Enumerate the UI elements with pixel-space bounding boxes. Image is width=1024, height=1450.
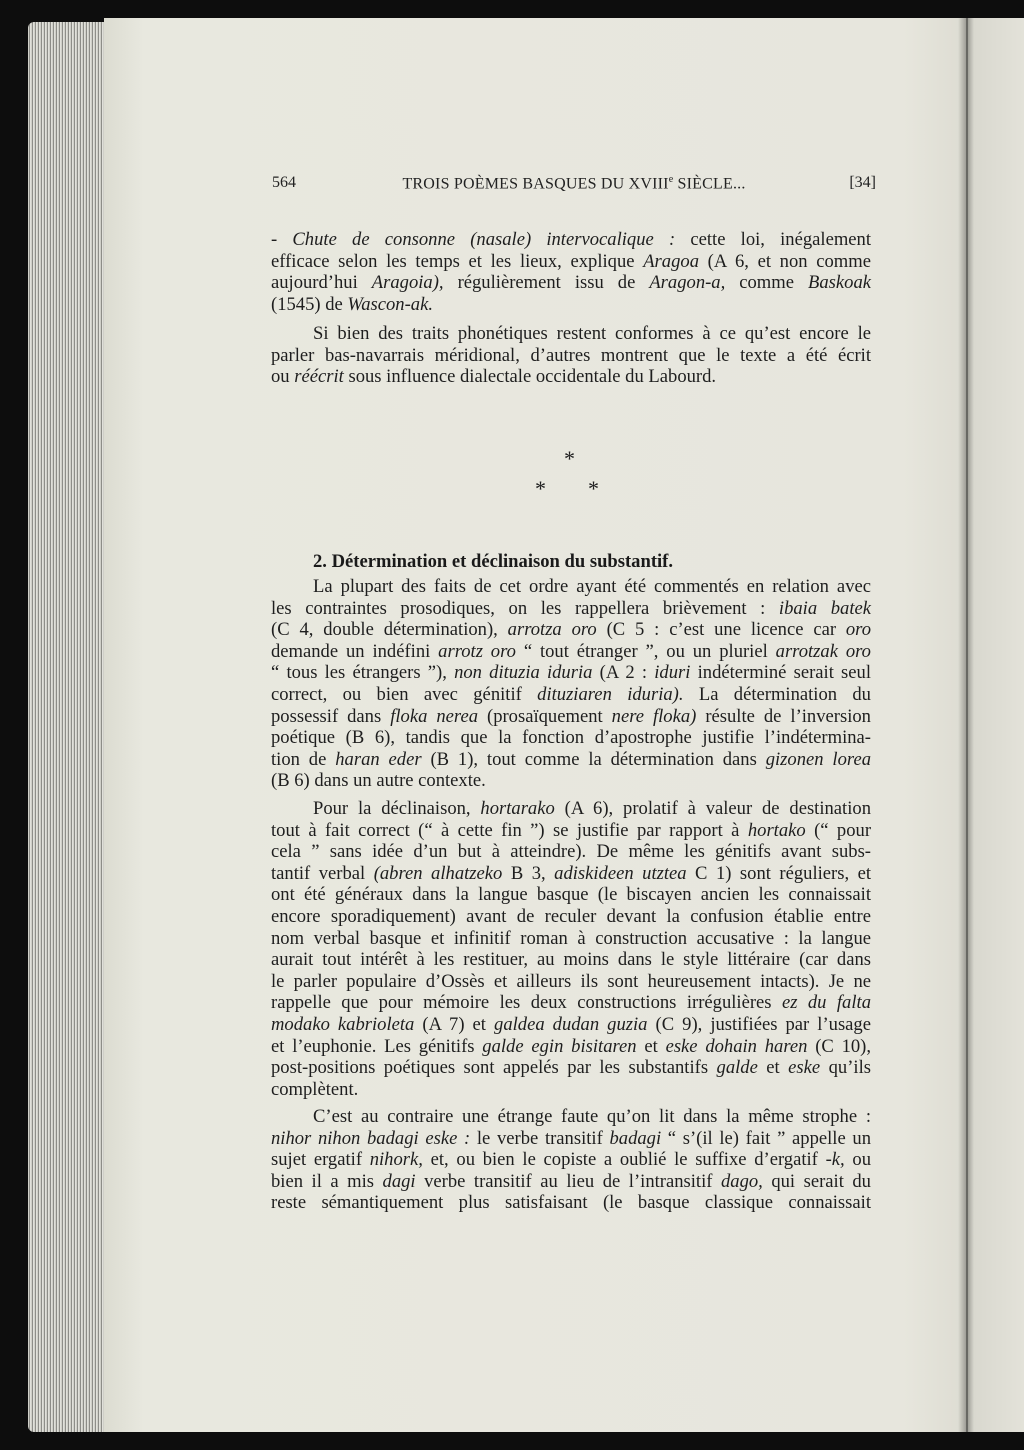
- text-line: [271, 906, 871, 928]
- italic-term: hortako: [747, 819, 806, 841]
- italic-term: badagi: [609, 1127, 662, 1149]
- text-run: demande un indéfini: [271, 640, 439, 662]
- page-edges: [28, 22, 108, 1432]
- text-line: [271, 884, 871, 906]
- italic-term: nihor nihon badagi eske :: [271, 1127, 471, 1149]
- text-line: [271, 345, 871, 367]
- text-run: (1545) de: [271, 293, 348, 315]
- text-run: “ tout étranger ”, ou un pluriel: [515, 640, 776, 662]
- italic-term: dago,: [720, 1170, 763, 1192]
- text-line: [271, 863, 871, 885]
- text-line: [271, 684, 871, 706]
- section-heading: 2. Détermination et déclinaison du substantif.: [313, 551, 674, 572]
- text-run: le parler populaire d’Ossès et ailleurs ils sont heureusement intacts). Je ne: [271, 970, 871, 992]
- text-run: (C 5 : c’est une licence car: [596, 619, 846, 641]
- text-line: [271, 619, 871, 641]
- text-run: sous influence dialectale occidentale du Labourd.: [343, 366, 717, 388]
- text-run: ou: [844, 1149, 871, 1171]
- text-run: verbe transitif au lieu de l’intransitif: [415, 1170, 721, 1192]
- text-run: (A 6), prolatif à valeur de destination: [554, 798, 871, 819]
- text-run: C 1) sont réguliers, et: [686, 862, 872, 884]
- paragraph: [271, 798, 871, 1100]
- italic-term: iduri: [654, 662, 691, 684]
- text-run: qui serait du: [762, 1170, 871, 1192]
- text-run: “ s’(il le) fait ” appelle un: [661, 1127, 871, 1149]
- text-run: reste sémantiquement plus satisfaisant (le basque classique connaissait: [271, 1192, 871, 1214]
- text-run: rappelle que pour mémoire les deux constructions irrégulières: [271, 992, 782, 1014]
- text-run: (A 7) et: [414, 1013, 495, 1035]
- text-line: [271, 928, 871, 950]
- italic-term: Baskoak: [808, 272, 871, 294]
- text-run: (“ pour: [805, 819, 872, 841]
- italic-term: non dituzia iduria: [454, 662, 593, 684]
- text-run: ont été généraux dans la langue basque (le biscayen ancien les connaissait: [271, 884, 871, 906]
- text-line: [271, 841, 871, 863]
- italic-term: Wascon-ak.: [347, 293, 433, 315]
- text-run: Si bien des traits phonétiques restent conformes à ce qu’est encore le: [313, 323, 871, 344]
- italic-term: nere floka): [611, 705, 697, 727]
- italic-term: galde: [716, 1057, 758, 1079]
- italic-term: Aragon-a,: [649, 272, 726, 294]
- text-run: bien il a mis: [271, 1170, 383, 1192]
- text-run: et l’euphonie. Les génitifs: [271, 1035, 483, 1057]
- paragraph: [271, 1106, 871, 1214]
- text-line: [271, 251, 871, 273]
- text-run: (prosaïquement: [478, 705, 612, 727]
- text-line: [271, 1106, 871, 1128]
- separator-star: *: [564, 446, 575, 471]
- text-run: le verbe transitif: [470, 1127, 610, 1149]
- text-run: cette loi, inégalement: [675, 229, 872, 250]
- text-run: (B 1), tout comme la détermination dans: [421, 748, 766, 770]
- text-run: et: [636, 1035, 666, 1057]
- text-run: post-positions poétiques sont appelés par les substantifs: [271, 1057, 717, 1079]
- italic-term: dagi: [382, 1170, 416, 1192]
- text-run: cela ” sans idée d’un but à atteindre). De même les génitifs avant subs-: [271, 841, 871, 863]
- text-line: [271, 323, 871, 345]
- text-line: [271, 272, 871, 294]
- italic-term: nihork,: [369, 1149, 423, 1171]
- text-run: (C 4, double détermination),: [271, 619, 508, 641]
- text-run: efficace selon les temps et les lieux, explique: [271, 250, 644, 272]
- text-run: parler bas-navarrais méridional, d’autres montrent que le texte a été écrit: [271, 344, 871, 366]
- text-run: comme: [725, 272, 808, 294]
- text-line: [271, 576, 871, 598]
- text-run: tantif verbal: [271, 862, 374, 884]
- italic-term: eske: [788, 1057, 821, 1079]
- italic-term: ibaia batek: [778, 597, 871, 619]
- text-line: [271, 971, 871, 993]
- italic-term: galde egin bisitaren: [482, 1035, 637, 1057]
- italic-term: hortarako: [480, 798, 555, 819]
- italic-term: modako kabrioleta: [271, 1013, 415, 1035]
- text-run: poétique (B 6), tandis que la fonction d’apostrophe justifie l’indétermina-: [271, 727, 871, 749]
- italic-term: eske dohain haren: [665, 1035, 808, 1057]
- text-line: [271, 706, 871, 728]
- italic-term: (abren alhatzeko: [373, 862, 503, 884]
- italic-term: Aragoia),: [371, 272, 444, 294]
- text-line: [271, 1057, 871, 1079]
- separator-star: *: [588, 476, 599, 501]
- text-line: [271, 1192, 871, 1214]
- italic-term: Aragoa: [643, 250, 699, 272]
- italic-term: adiskideen utztea: [554, 862, 687, 884]
- text-line: [271, 820, 871, 842]
- text-run: (C 9), justifiées par l’usage: [647, 1013, 871, 1035]
- italic-term: gizonen lorea: [765, 748, 871, 770]
- text-run: C’est au contraire une étrange faute qu’on lit dans la même strophe :: [313, 1106, 871, 1127]
- text-run: La plupart des faits de cet ordre ayant été commentés en relation avec: [313, 576, 871, 597]
- italic-term: arrotzak oro: [775, 640, 871, 662]
- text-run: qu’ils: [820, 1057, 871, 1079]
- text-line: [271, 770, 871, 792]
- text-run: (C 10),: [807, 1035, 872, 1057]
- text-line: [271, 1128, 871, 1150]
- italic-term: floka nerea: [390, 705, 479, 727]
- text-run: aurait tout intérêt à les restituer, au moins dans le style littéraire (car dans: [271, 949, 871, 971]
- text-run: tion de: [271, 748, 336, 770]
- gutter-shadow: [958, 18, 968, 1432]
- text-run: complètent.: [271, 1078, 359, 1100]
- text-line: [271, 1014, 871, 1036]
- text-run: Pour la déclinaison,: [313, 798, 481, 819]
- italic-term: Chute de consonne (nasale) intervocalique :: [292, 229, 676, 250]
- text-line: [271, 1171, 871, 1193]
- text-line: [271, 1079, 871, 1101]
- text-run: La détermination du: [683, 683, 871, 705]
- text-run: encore sporadiquement) avant de reculer devant la confusion établie entre: [271, 905, 871, 927]
- text-run: “ tous les étrangers ”),: [271, 662, 455, 684]
- text-run: aujourd’hui: [271, 272, 372, 294]
- text-run: les contraintes prosodiques, on les rappellera brièvement :: [271, 597, 779, 619]
- text-run: et: [757, 1057, 789, 1079]
- text-run: (A 6, et non comme: [698, 250, 871, 272]
- text-line: [271, 598, 871, 620]
- facing-page: [966, 18, 1024, 1432]
- text-run: (B 6) dans un autre contexte.: [271, 770, 486, 792]
- text-run: correct, ou bien avec génitif: [271, 683, 538, 705]
- separator-star: *: [535, 476, 546, 501]
- text-line: [271, 1149, 871, 1171]
- text-line: [271, 798, 871, 820]
- text-line: [271, 727, 871, 749]
- text-run: résulte de l’inversion: [696, 705, 871, 727]
- text-line: [271, 749, 871, 771]
- text-run: et, ou bien le copiste a oublié le suffixe d’ergatif: [422, 1149, 826, 1171]
- text-run: indéterminé serait seul: [690, 662, 871, 684]
- text-run: sujet ergatif: [271, 1149, 370, 1171]
- text-line: [271, 229, 871, 251]
- text-run: tout à fait correct (“ à cette fin ”) se justifie par rapport à: [271, 819, 748, 841]
- text-run: régulièrement issu de: [443, 272, 650, 294]
- text-line: [271, 641, 871, 663]
- italic-term: galdea dudan guzia: [494, 1013, 648, 1035]
- text-line: [271, 366, 871, 388]
- text-line: [271, 1036, 871, 1058]
- text-line: [271, 949, 871, 971]
- italic-term: haran eder: [335, 748, 422, 770]
- text-run: nom verbal basque et infinitif roman à construction accusative : la langue: [271, 927, 871, 949]
- italic-term: réécrit: [294, 366, 344, 388]
- page-number: 564: [272, 174, 296, 191]
- text-run: ou: [271, 366, 295, 388]
- italic-term: dituziaren iduria).: [537, 683, 684, 705]
- running-title-sup: e: [668, 174, 674, 185]
- text-run: (A 2 :: [592, 662, 655, 684]
- running-title-end: SIÈCLE...: [673, 175, 746, 193]
- italic-term: arrotza oro: [507, 619, 597, 641]
- text-run: -: [271, 229, 293, 250]
- text-line: [271, 662, 871, 684]
- italic-term: -k,: [825, 1149, 845, 1171]
- paragraph: [271, 576, 871, 792]
- italic-term: ez du falta: [781, 992, 871, 1014]
- paragraph: [271, 323, 871, 388]
- text-line: [271, 294, 871, 316]
- italic-term: arrotz oro: [438, 640, 516, 662]
- text-line: [271, 992, 871, 1014]
- text-run: B 3,: [502, 862, 555, 884]
- text-run: possessif dans: [271, 705, 391, 727]
- section-number: [34]: [849, 174, 876, 191]
- italic-term: oro: [845, 619, 872, 641]
- running-title: [272, 174, 876, 193]
- paragraph: [271, 229, 871, 315]
- running-title-text: TROIS POÈMES BASQUES DU XVIII: [402, 175, 669, 193]
